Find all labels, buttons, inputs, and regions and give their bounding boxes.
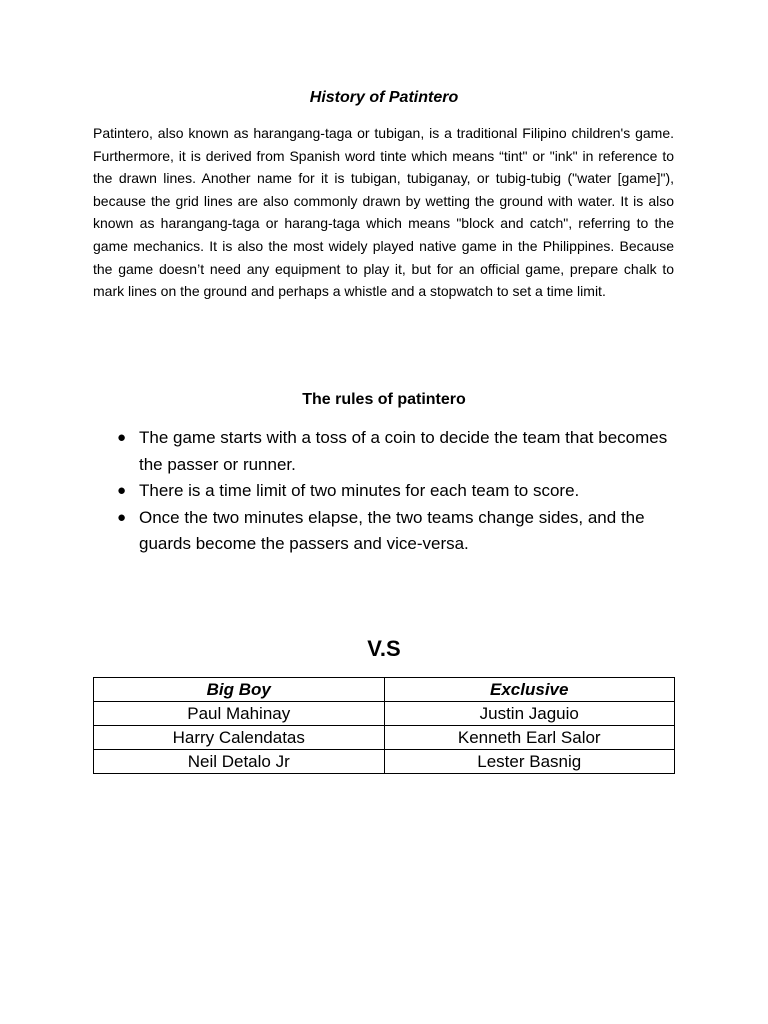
history-title: History of Patintero: [309, 89, 459, 106]
table-row: [94, 726, 675, 750]
team-b-player: Justin Jaguio: [384, 702, 675, 726]
bullet-icon: ●: [117, 429, 127, 446]
rule-text: Once the two minutes elapse, the two teams change sides, and the guards become the passers and vice-versa.: [139, 507, 645, 553]
rule-item: [93, 505, 674, 558]
versus-heading: V.S: [367, 636, 401, 661]
history-paragraph: Patintero, also known as harangang-taga or tubigan, is a traditional Filipino children's game. Furthermore, it is derived from Spanish word tinte which means “tint" or "ink" in reference to the drawn lines. Another name for it is tubigan, tubiganay, or tubig-tubig ("water [game]"), because the grid lines are also commonly drawn by wetting the ground with water. It is also known as harangang-taga or harang-taga which means "block and catch", referring to the game mechanics. It is also the most widely played native game in the Philippines. Because the game doesn’t need any equipment to play it, but for an official game, prepare chalk to mark lines on the ground and perhaps a whistle and a stopwatch to set a time limit.: [93, 125, 674, 300]
team-a-player: Paul Mahinay: [94, 702, 385, 726]
rule-text: The game starts with a toss of a coin to decide the team that becomes the passer or runner.: [139, 428, 668, 474]
team-b-player: Lester Basnig: [384, 750, 675, 774]
bullet-icon: ●: [117, 482, 127, 499]
team-a-player: Neil Detalo Jr: [94, 750, 385, 774]
roster-table: [93, 677, 675, 774]
bullet-icon: ●: [117, 508, 127, 526]
table-row: [94, 702, 675, 726]
rule-text: There is a time limit of two minutes for each team to score.: [139, 481, 580, 500]
rules-title: The rules of patintero: [302, 391, 466, 408]
team-b-player: Kenneth Earl Salor: [384, 726, 675, 750]
table-header-row: [94, 678, 675, 702]
team-a-player: Harry Calendatas: [94, 726, 385, 750]
rules-list: [93, 425, 674, 558]
team-a-header: Big Boy: [94, 678, 385, 702]
rule-item: [93, 425, 674, 478]
team-b-header: Exclusive: [384, 678, 675, 702]
table-row: [94, 750, 675, 774]
rule-item: [93, 478, 674, 505]
